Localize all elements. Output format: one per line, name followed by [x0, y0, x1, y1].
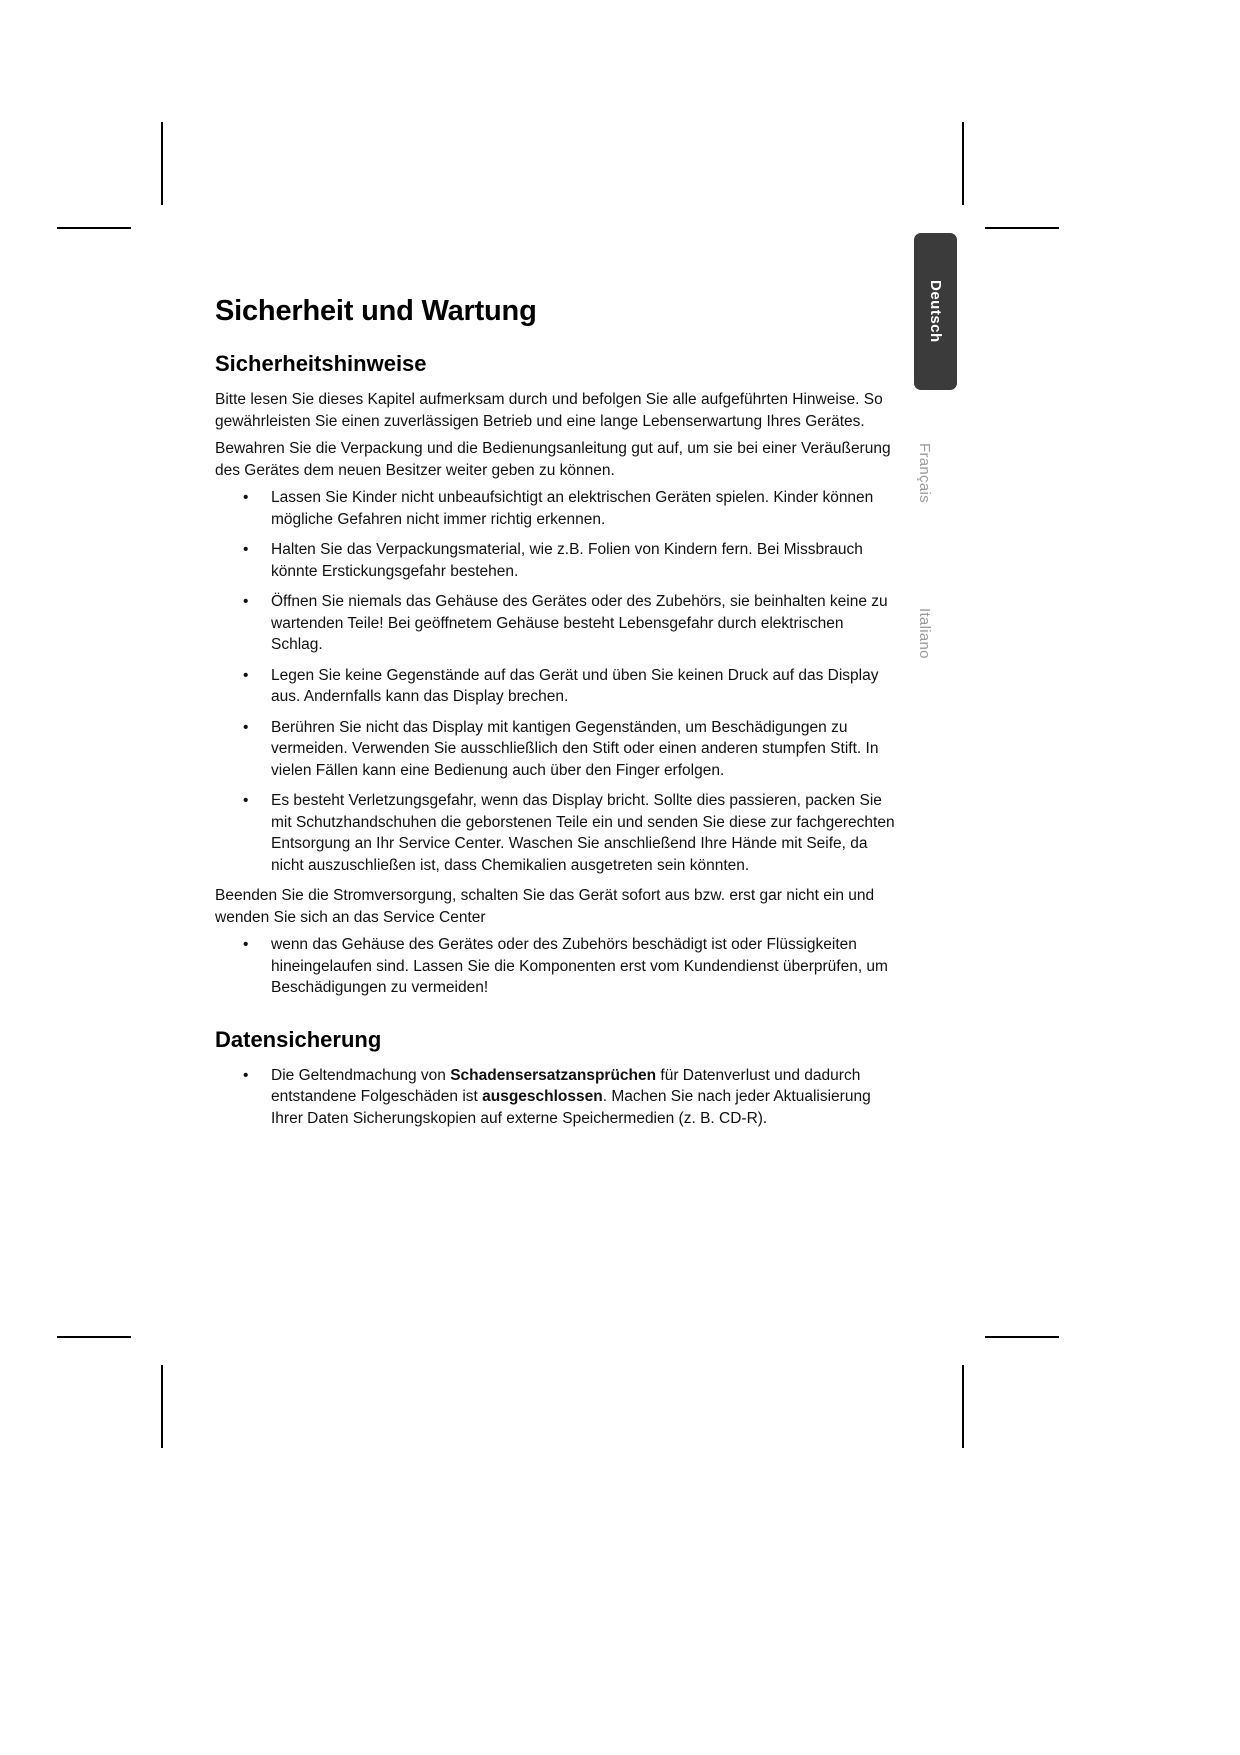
page-content: [215, 295, 897, 1138]
bullet-text: Öffnen Sie niemals das Gehäuse des Gerätes oder des Zubehörs, sie beinhalten keine zu wartenden Teile! Bei geöffnetem Gehäuse besteht Lebensgefahr durch elektrischen Schlag.: [271, 593, 888, 653]
bold-text-segment: Schadensersatzansprüchen: [450, 1066, 657, 1084]
bullet-text: Halten Sie das Verpackungsmaterial, wie z.B. Folien von Kindern fern. Bei Missbrauch könnte Erstickungsgefahr bestehen.: [271, 541, 863, 580]
bullet-text: Berühren Sie nicht das Display mit kantigen Gegenständen, um Beschädigungen zu vermeiden. Verwenden Sie ausschließlich den Stift oder einen anderen stumpfen Stift. In vielen Fällen kann eine Bedienung auch über den Finger erfolgen.: [271, 718, 879, 779]
bullet-icon: •: [243, 792, 249, 809]
followup-bullet-list: [215, 934, 897, 999]
crop-mark-left-bottom-horizontal: [57, 1336, 131, 1338]
bullet-text: wenn das Gehäuse des Gerätes oder des Zubehörs beschädigt ist oder Flüssigkeiten hineingelaufen sind. Lassen Sie die Komponenten erst vom Kundendienst überprüfen, um Beschädigungen zu vermeiden!: [271, 936, 888, 996]
language-tab-label: Deutsch: [927, 280, 944, 343]
list-item: [215, 665, 897, 708]
bullet-text: [271, 1065, 897, 1130]
crop-mark-right-top-horizontal: [985, 227, 1059, 229]
list-item: [215, 539, 897, 582]
crop-mark-bottom-right-vertical: [962, 1365, 964, 1448]
text-segment: . Machen Sie nach jeder Aktualisierung Ihrer Daten Sicherungskopien auf externe Speichermedien (z. B. CD-R).: [271, 1088, 871, 1127]
list-item: [215, 934, 897, 999]
list-item: [215, 1065, 897, 1130]
section-heading-datensicherung: Datensicherung: [215, 1026, 382, 1052]
crop-mark-top-left-vertical: [161, 122, 163, 205]
bullet-icon: •: [243, 666, 249, 684]
crop-mark-top-right-vertical: [962, 122, 964, 205]
bullet-icon: •: [243, 936, 249, 953]
bullet-text: Lassen Sie Kinder nicht unbeaufsichtigt an elektrischen Geräten spielen. Kinder können mögliche Gefahren nicht immer richtig erkennen.: [271, 489, 874, 528]
crop-mark-bottom-left-vertical: [161, 1365, 163, 1448]
list-item: [215, 487, 897, 530]
bullet-text: Legen Sie keine Gegenstände auf das Gerät und üben Sie keinen Druck auf das Display aus. Andernfalls kann das Display brechen.: [271, 666, 879, 705]
safety-bullet-list: [215, 487, 897, 876]
text-segment: Die Geltendmachung von: [271, 1066, 451, 1084]
crop-mark-left-top-horizontal: [57, 227, 131, 229]
list-item: [215, 591, 897, 656]
bold-text-segment: ausgeschlossen: [482, 1088, 603, 1105]
intro-paragraph: Bitte lesen Sie dieses Kapitel aufmerksam durch und befolgen Sie alle aufgeführten Hinweise. So gewährleisten Sie einen zuverlässigen Betrieb und eine lange Lebenserwartung Ihres Gerätes.: [215, 391, 883, 430]
bullet-icon: •: [243, 1066, 249, 1084]
datensicherung-bullet-list: [215, 1065, 897, 1130]
text-segment: für Datenverlust und dadurch entstandene Folgeschäden ist: [271, 1066, 861, 1105]
intro-paragraph: Bewahren Sie die Verpackung und die Bedienungsanleitung gut auf, um sie bei einer Veräußerung des Gerätes dem neuen Besitzer weiter geben zu können.: [215, 440, 891, 479]
crop-mark-right-bottom-horizontal: [985, 1336, 1059, 1338]
list-item: [215, 790, 897, 876]
list-item: [215, 717, 897, 782]
bullet-icon: •: [243, 541, 249, 558]
bullet-icon: •: [243, 593, 249, 610]
language-tab-deutsch: [914, 233, 957, 390]
bullet-icon: •: [243, 718, 249, 736]
section-heading-sicherheitshinweise: Sicherheitshinweise: [215, 351, 427, 376]
language-label-francais: Français: [916, 443, 933, 503]
page-title: Sicherheit und Wartung: [215, 295, 537, 327]
followup-paragraph: Beenden Sie die Stromversorgung, schalten Sie das Gerät sofort aus bzw. erst gar nicht ein und wenden Sie sich an das Service Center: [215, 887, 875, 926]
language-label-italiano: Italiano: [916, 608, 933, 659]
bullet-icon: •: [243, 489, 249, 506]
bullet-text: Es besteht Verletzungsgefahr, wenn das Display bricht. Sollte dies passieren, packen Sie mit Schutzhandschuhen die geborstenen Teile ein und senden Sie diese zur fachgerechten Entsorgung an Ihr Service Center. Waschen Sie anschließend Ihre Hände mit Seife, da nicht auszuschließen ist, dass Chemikalien ausgetreten sein könnten.: [271, 792, 895, 874]
